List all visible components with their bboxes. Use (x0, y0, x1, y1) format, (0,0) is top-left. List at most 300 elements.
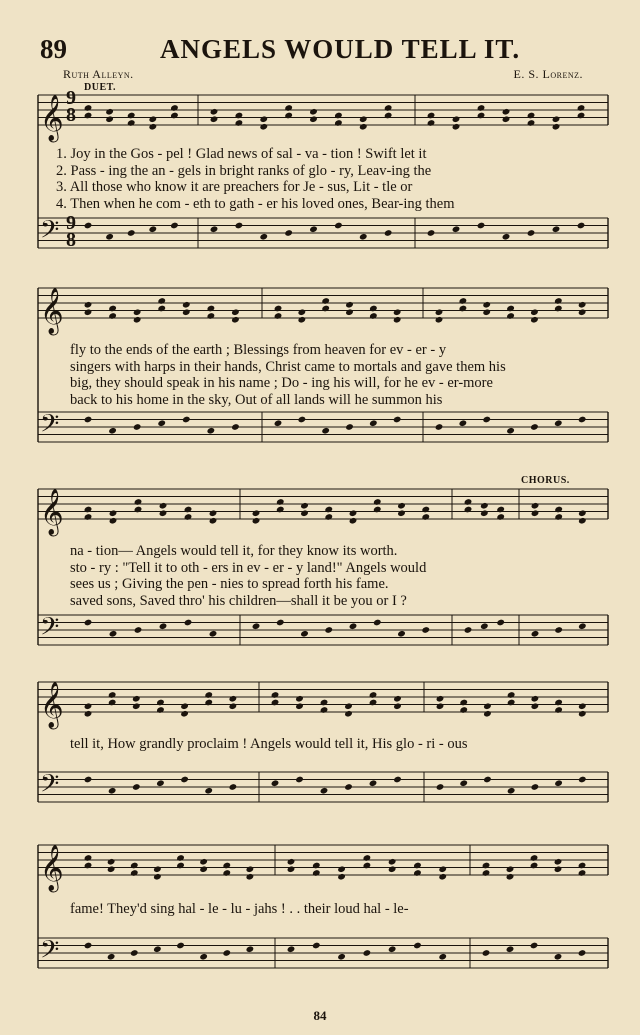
notehead (530, 854, 539, 862)
notehead (309, 115, 318, 123)
notehead (477, 222, 486, 230)
notehead (578, 710, 587, 718)
notehead (180, 710, 189, 718)
notehead (554, 953, 563, 961)
notehead (337, 873, 346, 881)
notehead (334, 112, 343, 120)
notehead (300, 630, 309, 638)
treble-clef: 𝄞 (40, 95, 64, 141)
chorus-marking: CHORUS. (521, 475, 570, 486)
notehead (344, 783, 353, 791)
notehead (199, 858, 208, 866)
notehead (552, 225, 561, 233)
notehead (176, 862, 185, 870)
notehead (287, 858, 296, 866)
notehead (554, 779, 563, 787)
notehead (130, 949, 139, 957)
notehead (459, 706, 468, 714)
notehead (324, 506, 333, 514)
notehead (578, 301, 587, 309)
notehead (438, 865, 447, 873)
lyric-line: fame! They'd sing hal - le - lu - jahs ! . . their loud hal - le- (70, 901, 409, 917)
notehead (393, 776, 402, 784)
notehead (84, 854, 93, 862)
notehead (127, 112, 136, 120)
notehead (180, 776, 189, 784)
notehead (502, 108, 511, 116)
notehead (84, 506, 93, 514)
notehead (334, 222, 343, 230)
notehead (207, 312, 216, 320)
notehead (552, 123, 561, 131)
notehead (222, 949, 231, 957)
notehead (108, 691, 117, 699)
notehead (452, 115, 461, 123)
notehead (435, 316, 444, 324)
notehead (235, 119, 244, 127)
notehead (320, 706, 329, 714)
notehead (506, 312, 515, 320)
notehead (271, 779, 280, 787)
notehead (153, 945, 162, 953)
notehead (271, 691, 280, 699)
notehead (554, 297, 563, 305)
notehead (276, 619, 285, 627)
notehead (84, 112, 93, 120)
notehead (554, 706, 563, 714)
verse-line: 2. Pass - ing the an - gels in bright ranks of glo - ry, Leav-ing the (56, 162, 432, 179)
notehead (300, 502, 309, 510)
notehead (312, 942, 321, 950)
notehead (252, 517, 261, 525)
notehead (295, 776, 304, 784)
notehead (435, 308, 444, 316)
duet-marking: DUET. (84, 82, 117, 93)
notehead (84, 513, 93, 521)
notehead (321, 297, 330, 305)
notehead (393, 702, 402, 710)
notehead (298, 416, 307, 424)
notehead (507, 787, 516, 795)
notehead (222, 862, 231, 870)
notehead (554, 305, 563, 313)
notehead (259, 115, 268, 123)
notehead (480, 622, 489, 630)
notehead (393, 416, 402, 424)
notehead (464, 506, 473, 514)
notehead (359, 123, 368, 131)
notehead (349, 517, 358, 525)
notehead (554, 419, 563, 427)
notehead (578, 517, 587, 525)
notehead (298, 316, 307, 324)
notehead (578, 308, 587, 316)
notehead (554, 506, 563, 514)
notehead (421, 513, 430, 521)
notehead (384, 104, 393, 112)
notehead (133, 316, 142, 324)
hymn-number: 89 (40, 34, 67, 64)
lyricist-credit: Ruth Alleyn. (63, 67, 134, 81)
notehead (274, 312, 283, 320)
verse-line: 3. All those who know it are preachers for Je - sus, Lit - tle or (56, 179, 413, 196)
notehead (300, 509, 309, 517)
notehead (235, 112, 244, 120)
treble-clef: 𝄞 (40, 845, 64, 891)
lyric-line: sto - ry : "Tell it to oth - ers in ev - er - y land!" Angels would (70, 559, 427, 576)
notehead (436, 695, 445, 703)
notehead (578, 862, 587, 870)
notehead (153, 865, 162, 873)
notehead (578, 949, 587, 957)
notehead (427, 119, 436, 127)
notehead (459, 305, 468, 313)
notehead (334, 119, 343, 127)
notehead (577, 222, 586, 230)
notehead (459, 779, 468, 787)
notehead (246, 873, 255, 881)
notehead (134, 626, 143, 634)
notehead (170, 112, 179, 120)
notehead (107, 865, 116, 873)
notehead (506, 865, 515, 873)
notehead (182, 301, 191, 309)
notehead (427, 229, 436, 237)
notehead (384, 229, 393, 237)
lyric-line: tell it, How grandly proclaim ! Angels would tell it, His glo - ri - ous (70, 736, 468, 752)
notehead (324, 626, 333, 634)
notehead (287, 865, 296, 873)
notehead (170, 222, 179, 230)
page-number: 84 (313, 1008, 327, 1023)
notehead (324, 513, 333, 521)
notehead (274, 305, 283, 313)
notehead (132, 695, 141, 703)
notehead (483, 776, 492, 784)
bass-clef: 𝄢 (40, 409, 60, 445)
notehead (436, 783, 445, 791)
notehead (578, 416, 587, 424)
notehead (105, 115, 114, 123)
notehead (246, 865, 255, 873)
time-signature-bass: 9 8 (66, 212, 76, 251)
notehead (530, 862, 539, 870)
notehead (231, 316, 240, 324)
notehead (84, 776, 93, 784)
notehead (204, 691, 213, 699)
notehead (496, 619, 505, 627)
notehead (464, 498, 473, 506)
notehead (312, 862, 321, 870)
notehead (259, 123, 268, 131)
notehead (369, 699, 378, 707)
notehead (506, 305, 515, 313)
notehead (321, 305, 330, 313)
notehead (170, 104, 179, 112)
verse-lyrics-system-1 (56, 146, 616, 212)
notehead (531, 695, 540, 703)
notehead (157, 297, 166, 305)
notehead (199, 953, 208, 961)
bass-clef: 𝄢 (40, 769, 60, 805)
hymn-title: ANGELS WOULD TELL IT. (160, 34, 521, 64)
notehead (309, 225, 318, 233)
notehead (271, 699, 280, 707)
notehead (157, 419, 166, 427)
notehead (482, 949, 491, 957)
notehead (284, 104, 293, 112)
notehead (344, 710, 353, 718)
notehead (349, 509, 358, 517)
notehead (483, 710, 492, 718)
notehead (222, 869, 231, 877)
notehead (438, 873, 447, 881)
notehead (397, 630, 406, 638)
notehead (284, 229, 293, 237)
notehead (130, 869, 139, 877)
notehead (480, 502, 489, 510)
notehead (483, 702, 492, 710)
notehead (388, 858, 397, 866)
notehead (252, 622, 261, 630)
notehead (321, 427, 330, 435)
notehead (207, 427, 216, 435)
notehead (156, 699, 165, 707)
notehead (210, 115, 219, 123)
notehead (259, 233, 268, 241)
notehead (108, 312, 117, 320)
notehead (421, 626, 430, 634)
notehead (477, 112, 486, 120)
notehead (373, 498, 382, 506)
notehead (369, 691, 378, 699)
notehead (246, 945, 255, 953)
notehead (359, 115, 368, 123)
notehead (84, 308, 93, 316)
notehead (384, 112, 393, 120)
notehead (84, 942, 93, 950)
notehead (496, 506, 505, 514)
notehead (84, 416, 93, 424)
notehead (344, 702, 353, 710)
lyric-line: back to his home in the sky, Out of all lands will he summon his (70, 391, 443, 408)
notehead (578, 509, 587, 517)
notehead (577, 104, 586, 112)
notehead (159, 502, 168, 510)
notehead (210, 225, 219, 233)
notehead (554, 865, 563, 873)
composer-credit: E. S. Lorenz. (513, 67, 583, 81)
notehead (298, 308, 307, 316)
notehead (464, 626, 473, 634)
bass-clef: 𝄢 (40, 612, 60, 648)
notehead (397, 509, 406, 517)
notehead (459, 297, 468, 305)
notehead (180, 702, 189, 710)
notehead (207, 305, 216, 313)
notehead (84, 862, 93, 870)
notehead (436, 702, 445, 710)
notehead (109, 517, 118, 525)
notehead (156, 706, 165, 714)
notehead (413, 942, 422, 950)
notehead (482, 862, 491, 870)
notehead (482, 869, 491, 877)
notehead (531, 702, 540, 710)
notehead (109, 509, 118, 517)
notehead (388, 865, 397, 873)
time-signature-treble: 9 8 (66, 87, 76, 126)
notehead (132, 783, 141, 791)
notehead (184, 619, 193, 627)
notehead (231, 308, 240, 316)
notehead (554, 858, 563, 866)
notehead (204, 699, 213, 707)
notehead (363, 862, 372, 870)
notehead (531, 509, 540, 517)
notehead (84, 301, 93, 309)
notehead (413, 862, 422, 870)
notehead (84, 222, 93, 230)
notehead (363, 854, 372, 862)
notehead (159, 622, 168, 630)
notehead (184, 513, 193, 521)
notehead (459, 419, 468, 427)
notehead (530, 316, 539, 324)
notehead (276, 498, 285, 506)
notehead (108, 427, 117, 435)
treble-clef: 𝄞 (40, 489, 64, 535)
notehead (134, 498, 143, 506)
notehead (209, 630, 218, 638)
treble-clef: 𝄞 (40, 682, 64, 728)
notehead (502, 233, 511, 241)
notehead (127, 229, 136, 237)
notehead (578, 622, 587, 630)
notehead (229, 783, 238, 791)
notehead (109, 630, 118, 638)
notehead (554, 513, 563, 521)
notehead (159, 509, 168, 517)
notehead (477, 104, 486, 112)
notehead (369, 312, 378, 320)
notehead (435, 423, 444, 431)
notehead (369, 419, 378, 427)
lyric-line: fly to the ends of the earth ; Blessings from heaven for ev - er - y (70, 342, 447, 358)
notehead (295, 702, 304, 710)
notehead (507, 691, 516, 699)
notehead (359, 233, 368, 241)
notehead (133, 308, 142, 316)
bass-clef: 𝄢 (40, 215, 60, 251)
notehead (496, 513, 505, 521)
notehead (84, 619, 93, 627)
notehead (531, 630, 540, 638)
notehead (527, 112, 536, 120)
notehead (274, 419, 283, 427)
notehead (107, 953, 116, 961)
notehead (127, 119, 136, 127)
notehead (413, 869, 422, 877)
notehead (229, 702, 238, 710)
notehead (148, 225, 157, 233)
notehead (204, 787, 213, 795)
notehead (176, 854, 185, 862)
notehead (345, 308, 354, 316)
notehead (284, 112, 293, 120)
notehead (320, 699, 329, 707)
notehead (148, 115, 157, 123)
notehead (252, 509, 261, 517)
notehead (502, 115, 511, 123)
notehead (530, 308, 539, 316)
notehead (373, 619, 382, 627)
notehead (320, 787, 329, 795)
lyric-line: na - tion— Angels would tell it, for they know its worth. (70, 543, 398, 559)
notehead (209, 509, 218, 517)
verse-line: 4. Then when he com - eth to gath - er his loved ones, Bear-ing them (56, 195, 455, 212)
notehead (507, 699, 516, 707)
notehead (337, 865, 346, 873)
notehead (345, 423, 354, 431)
notehead (530, 423, 539, 431)
notehead (482, 308, 491, 316)
lyric-line: singers with harps in their hands, Christ came to mortals and gave them his (70, 358, 506, 375)
notehead (349, 622, 358, 630)
notehead (554, 626, 563, 634)
notehead (84, 702, 93, 710)
notehead (156, 779, 165, 787)
notehead (527, 229, 536, 237)
notehead (578, 869, 587, 877)
notehead (134, 506, 143, 514)
notehead (105, 233, 114, 241)
notehead (527, 119, 536, 127)
notehead (132, 702, 141, 710)
notehead (108, 787, 117, 795)
notehead (482, 301, 491, 309)
notehead (452, 123, 461, 131)
notehead (210, 108, 219, 116)
treble-clef: 𝄞 (40, 288, 64, 334)
lyric-line: big, they should speak in his name ; Do - ing his will, for he ev - er-more (70, 375, 493, 392)
notehead (577, 112, 586, 120)
notehead (182, 308, 191, 316)
notehead (345, 301, 354, 309)
notehead (480, 509, 489, 517)
notehead (531, 502, 540, 510)
lyric-line: sees us ; Giving the pen - nies to spread forth his fame. (70, 576, 389, 593)
bass-clef: 𝄢 (40, 935, 60, 971)
notehead (84, 104, 93, 112)
notehead (133, 423, 142, 431)
notehead (482, 416, 491, 424)
notehead (182, 416, 191, 424)
lyric-line: saved sons, Saved thro' his children—shall it be you or I ? (70, 592, 407, 609)
notehead (108, 699, 117, 707)
notehead (235, 222, 244, 230)
notehead (578, 776, 587, 784)
notehead (578, 702, 587, 710)
notehead (363, 949, 372, 957)
notehead (397, 502, 406, 510)
notehead (393, 695, 402, 703)
notehead (231, 423, 240, 431)
notehead (287, 945, 296, 953)
notehead (130, 862, 139, 870)
notehead (554, 699, 563, 707)
notehead (337, 953, 346, 961)
